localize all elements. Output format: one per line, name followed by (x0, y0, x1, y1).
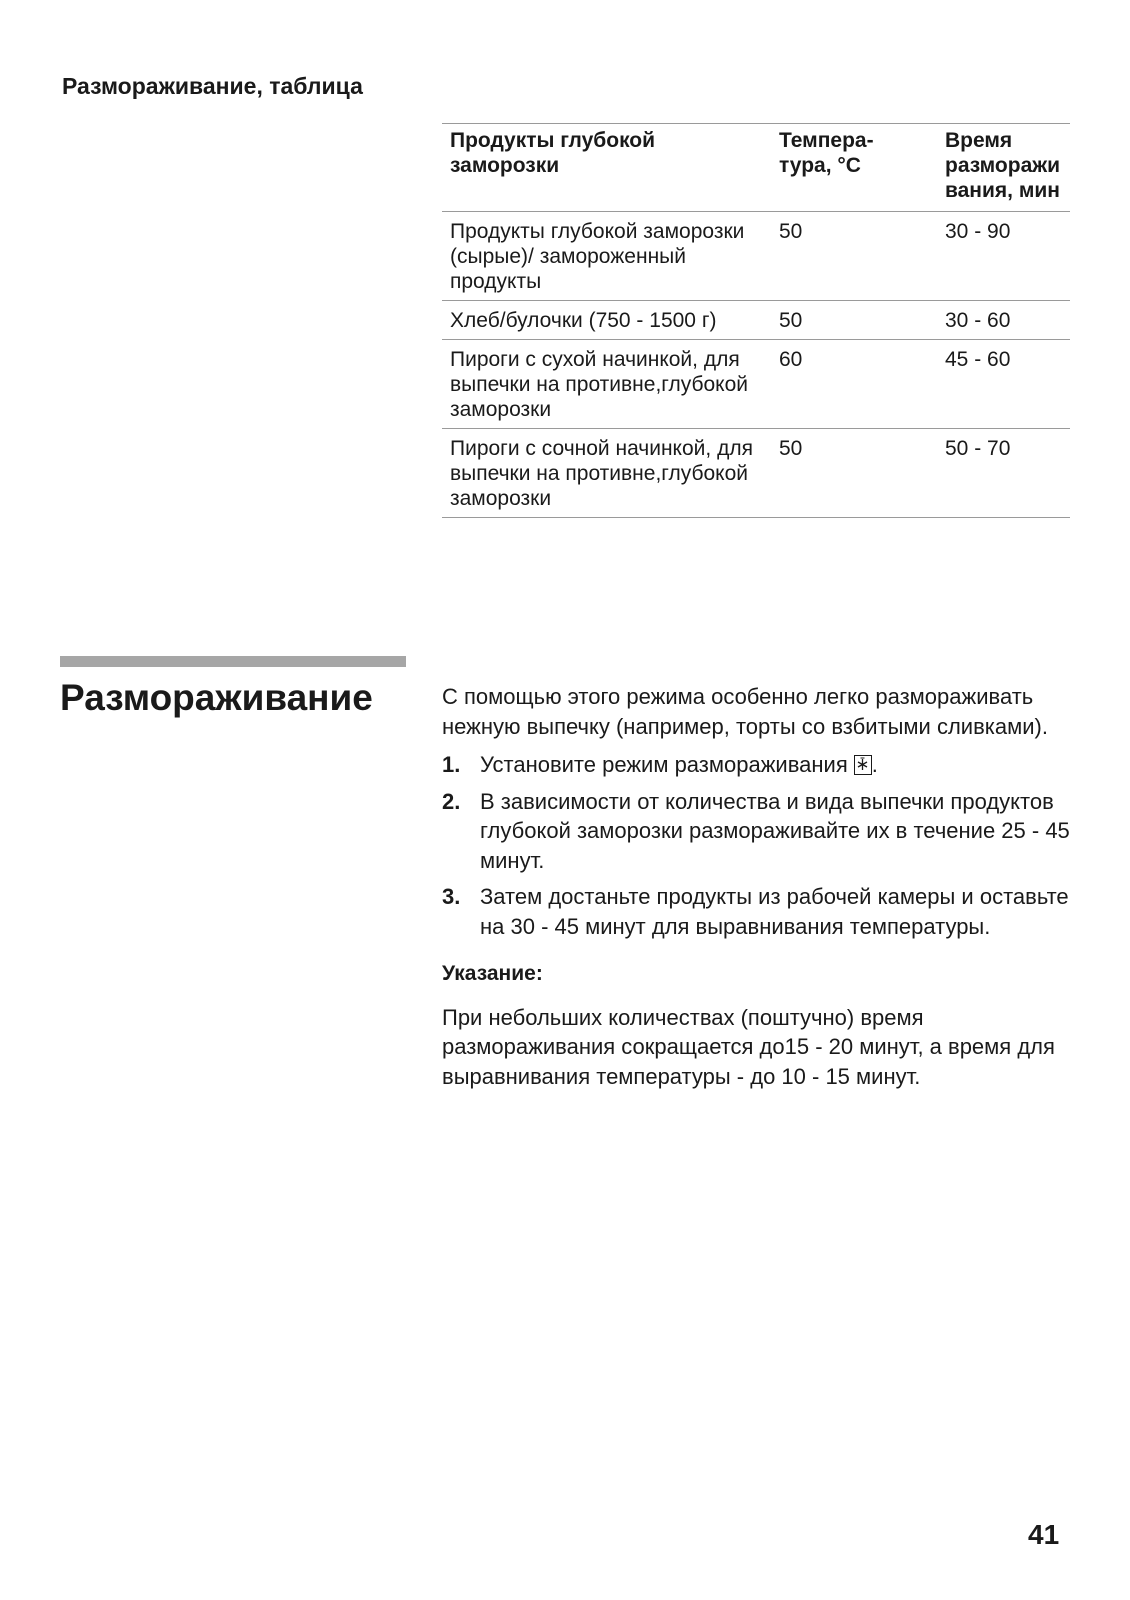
list-item (442, 882, 1072, 941)
step-number: 1. (442, 752, 461, 777)
cell-temperature: 50 (779, 437, 803, 460)
cell-product: Продукты глубокой заморозки (сырые)/ замороженный продукты (450, 220, 745, 293)
header-time: Время разморажи вания, мин (945, 129, 1061, 202)
defrost-mode-icon (854, 755, 872, 775)
step-number: 3. (442, 884, 461, 909)
note-text: При небольших количествах (поштучно) время размораживания сокращается до15 - 20 минут, а время для выравнивания температуры - до 10 - 15 минут. (442, 1004, 1055, 1089)
step-number: 2. (442, 788, 461, 814)
header-products: Продукты глубокой заморозки (450, 129, 656, 177)
table-row (442, 301, 1070, 340)
defrost-content (442, 682, 1072, 1091)
table-row (442, 429, 1070, 518)
list-item (442, 787, 1072, 876)
list-item (442, 750, 1072, 780)
table-section-title: Размораживание, таблица (62, 73, 363, 99)
step-text: Затем достаньте продукты из рабочей камеры и оставьте на 30 - 45 минут для выравнивания температуры. (480, 884, 1069, 939)
section-title: Размораживание (60, 677, 373, 718)
steps-list (442, 750, 1072, 941)
intro-paragraph: С помощью этого режима особенно легко размораживать нежную выпечку (например, торты со взбитыми сливками). (442, 684, 1048, 739)
step-end: . (871, 752, 878, 777)
table-header-row (442, 124, 1070, 212)
step-text (480, 750, 1072, 780)
cell-time: 45 - 60 (945, 348, 1011, 371)
table-row (442, 212, 1070, 301)
cell-time: 30 - 90 (945, 220, 1011, 243)
page-number: 41 (1028, 1519, 1060, 1550)
cell-temperature: 50 (779, 309, 803, 332)
defrost-table (442, 123, 1070, 518)
cell-product: Пироги с сочной начинкой, для выпечки на противне,глубокой заморозки (450, 437, 753, 510)
step-text-content: Установите режим размораживания (480, 752, 848, 777)
cell-product: Пироги с сухой начинкой, для выпечки на противне,глубокой заморозки (450, 348, 749, 421)
step-text: В зависимости от количества и вида выпечки продуктов глубокой заморозки размораживайте их в течение 25 - 45 минут. (480, 788, 1070, 873)
cell-time: 30 - 60 (945, 309, 1011, 332)
cell-temperature: 60 (779, 348, 803, 371)
cell-time: 50 - 70 (945, 437, 1011, 460)
header-temperature: Темпера- тура, °С (779, 129, 874, 177)
note-heading: Указание: (442, 962, 543, 985)
table-row (442, 340, 1070, 429)
section-divider-bar (60, 656, 406, 667)
cell-temperature: 50 (779, 220, 803, 243)
cell-product: Хлеб/булочки (750 - 1500 г) (450, 309, 717, 332)
